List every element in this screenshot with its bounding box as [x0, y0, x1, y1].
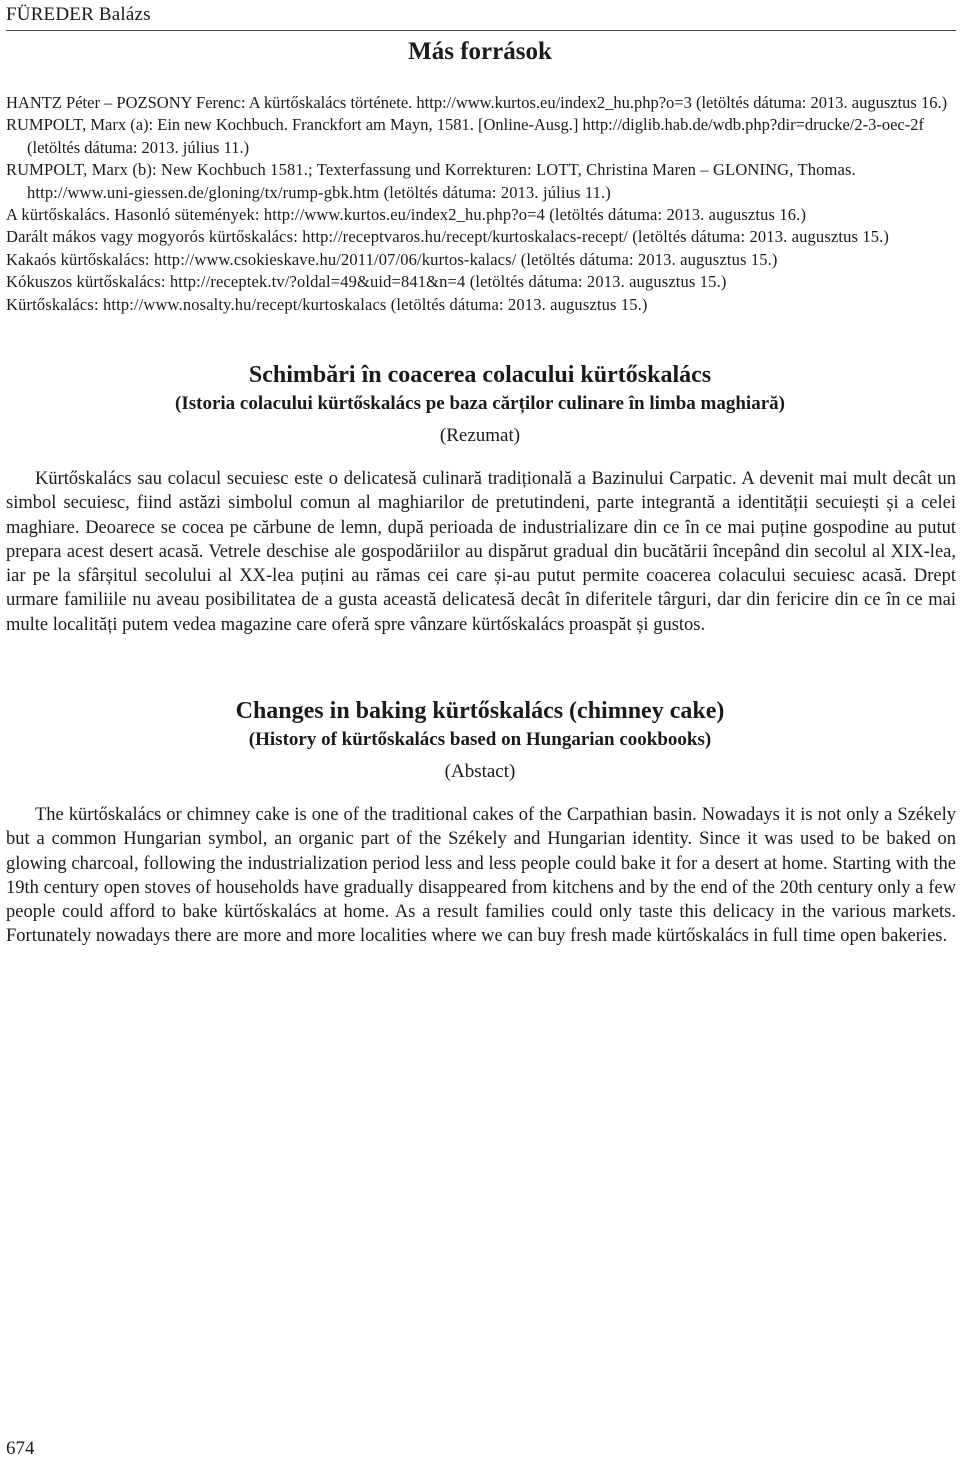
romanian-abstract: [0, 362, 960, 637]
reference-list: [6, 92, 956, 316]
section-title: Más források: [408, 38, 552, 65]
reference-item: Kókuszos kürtőskalács: http://receptek.tv/?oldal=49&uid=841&n=4 (letöltés dátuma: 2013. augusztus 15.): [6, 272, 727, 292]
header-rule: [6, 30, 956, 31]
romanian-abstract-subtitle: (Istoria colacului kürtőskalács pe baza cărților culinare în limba maghiară): [175, 393, 785, 414]
reference-item: RUMPOLT, Marx (a): Ein new Kochbuch. Franckfort am Mayn, 1581. [Online-Ausg.] http://diglib.hab.de/wdb.php?dir=drucke/2-3-oec-2f (letöltés dátuma: 2013. július 11.): [6, 115, 924, 157]
english-abstract-body: The kürtőskalács or chimney cake is one of the traditional cakes of the Carpathian basin. Nowadays it is not only a Székely but a common Hungarian symbol, an organic part of the Székely and Hungarian identity. Since it was used to be baked on glowing charcoal, following the industrialization period less and less people could bake it for a desert at home. Starting with the 19th century open stoves of households have gradually disappeared from kitchens and by the end of the 20th century only a few people could afford to bake kürtőskalács at home. As a result families could only taste this delicacy in the various markets. Fortunately nowadays there are more and more localities where we can buy fresh made kürtőskalács in full time open bakeries.: [6, 805, 956, 947]
romanian-abstract-label: (Rezumat): [439, 425, 521, 446]
english-abstract: [0, 698, 960, 949]
romanian-abstract-body: Kürtőskalács sau colacul secuiesc este o delicatesă culinară tradițională a Bazinului Carpatic. A devenit mai mult decât un simbol secuiesc, fiind astăzi simbolul comun al maghiarilor de pretutindeni, parte integrantă a identității secuiești și a celei maghiare. Deoarece se cocea pe cărbune de lemn, după perioada de industrializare din ce în ce mai puține gospodine au putut prepara acest desert acasă. Vetrele deschise ale gospodăriilor au dispărut gradual din bucătării începând din secolul al XIX-lea, iar pe la sfârșitul secolului al XX-lea puțini au rămas cei care și-au putut permite coacerea colacului secuiesc acasă. Drept urmare familiile nu aveau posibilitatea de a gusta această delicatesă decât în diferitele târguri, dar din fericire din ce în ce mai multe localități putem vedea magazine care oferă spre vânzare kürtőskalács proaspăt și gustos.: [6, 469, 956, 635]
reference-item: Kakaós kürtőskalács: http://www.csokieskave.hu/2011/07/06/kurtos-kalacs/ (letöltés dátuma: 2013. augusztus 15.): [6, 249, 778, 269]
english-abstract-label: (Abstact): [444, 761, 516, 782]
romanian-abstract-title: Schimbări în coacerea colacului kürtőskalács: [248, 362, 712, 388]
english-abstract-subtitle: (History of kürtőskalács based on Hungarian cookbooks): [248, 729, 712, 750]
running-head: FÜREDER Balázs: [6, 4, 151, 25]
reference-item: HANTZ Péter – POZSONY Ferenc: A kürtőskalács története. http://www.kurtos.eu/index2_hu.php?o=3 (letöltés dátuma: 2013. augusztus 16.): [6, 93, 948, 112]
page-number: 674: [6, 1438, 35, 1459]
english-abstract-title: Changes in baking kürtőskalács (chimney cake): [235, 698, 725, 724]
reference-item: A kürtőskalács. Hasonló sütemények: http://www.kurtos.eu/index2_hu.php?o=4 (letöltés dátuma: 2013. augusztus 16.): [6, 205, 807, 225]
reference-item: Kürtőskalács: http://www.nosalty.hu/recept/kurtoskalacs (letöltés dátuma: 2013. augusztus 15.): [6, 294, 648, 314]
reference-item: RUMPOLT, Marx (b): New Kochbuch 1581.; Texterfassung und Korrekturen: LOTT, Christina Maren – GLONING, Thomas. http://www.uni-giessen.de/gloning/tx/rump-gbk.htm (letöltés dátuma: 2013. július 11.): [6, 160, 856, 202]
reference-item: Darált mákos vagy mogyorós kürtőskalács: http://receptvaros.hu/recept/kurtoskalacs-recept/ (letöltés dátuma: 2013. augusztus 15.): [6, 227, 890, 247]
